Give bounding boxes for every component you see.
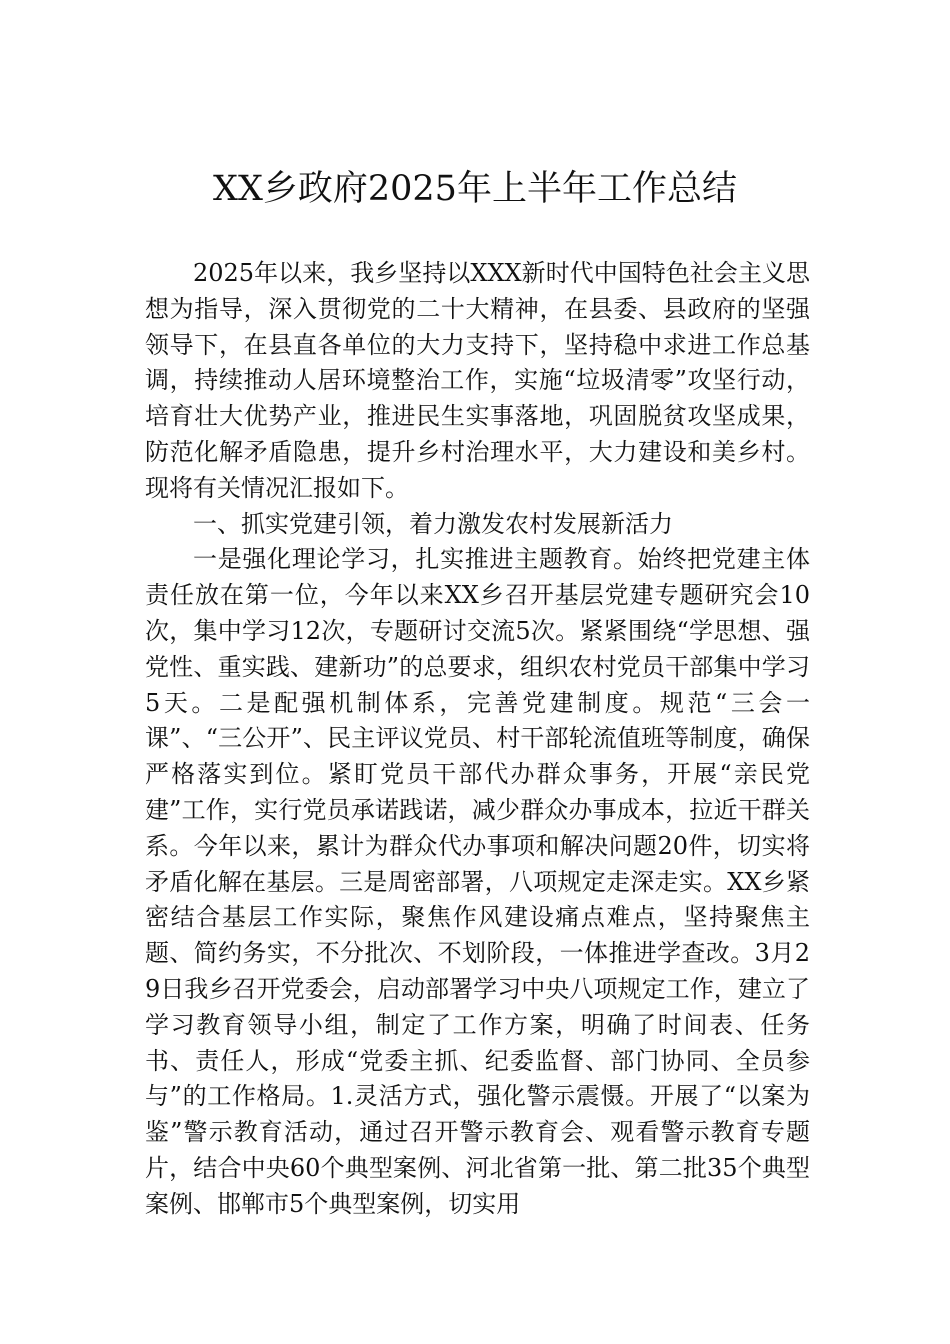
section-heading: 一、抓实党建引领，着力激发农村发展新活力 (193, 509, 673, 538)
document-body (145, 256, 810, 1223)
intro-paragraph: 2025年以来，我乡坚持以XXX新时代中国特色社会主义思想为指导，深入贯彻党的二十大精神，在县委、县政府的坚强领导下，在县直各单位的大力支持下，坚持稳中求进工作总基调，持续推动人居环境整治工作，实施“垃圾清零”攻坚行动，培育壮大优势产业，推进民生实事落地，巩固脱贫攻坚成果，防范化解矛盾隐患，提升乡村治理水平，大力建设和美乡村。现将有关情况汇报如下。 (145, 259, 810, 502)
body-paragraph: 一是强化理论学习，扎实推进主题教育。始终把党建主体责任放在第一位，今年以来XX乡召开基层党建专题研究会10次，集中学习12次，专题研讨交流5次。紧紧围绕“学思想、强党性、重实践、建新功”的总要求，组织农村党员干部集中学习5天。二是配强机制体系，完善党建制度。规范“三会一课”、“三公开”、民主评议党员、村干部轮流值班等制度，确保严格落实到位。紧盯党员干部代办群众事务，开展“亲民党建”工作，实行党员承诺践诺，减少群众办事成本，拉近干群关系。今年以来，累计为群众代办事项和解决问题20件，切实将矛盾化解在基层。三是周密部署，八项规定走深走实。XX乡紧密结合基层工作实际，聚焦作风建设痛点难点，坚持聚焦主题、简约务实，不分批次、不划阶段，一体推进学查改。3月29日我乡召开党委会，启动部署学习中央八项规定工作，建立了学习教育领导小组，制定了工作方案，明确了时间表、任务书、责任人，形成“党委主抓、纪委监督、部门协同、全员参与”的工作格局。1.灵活方式，强化警示震慑。开展了“以案为鉴”警示教育活动，通过召开警示教育会、观看警示教育专题片，结合中央60个典型案例、河北省第一批、第二批35个典型案例、邯郸市5个典型案例，切实用 (145, 545, 810, 1218)
document-title: XX乡政府2025年上半年工作总结 (213, 169, 737, 209)
